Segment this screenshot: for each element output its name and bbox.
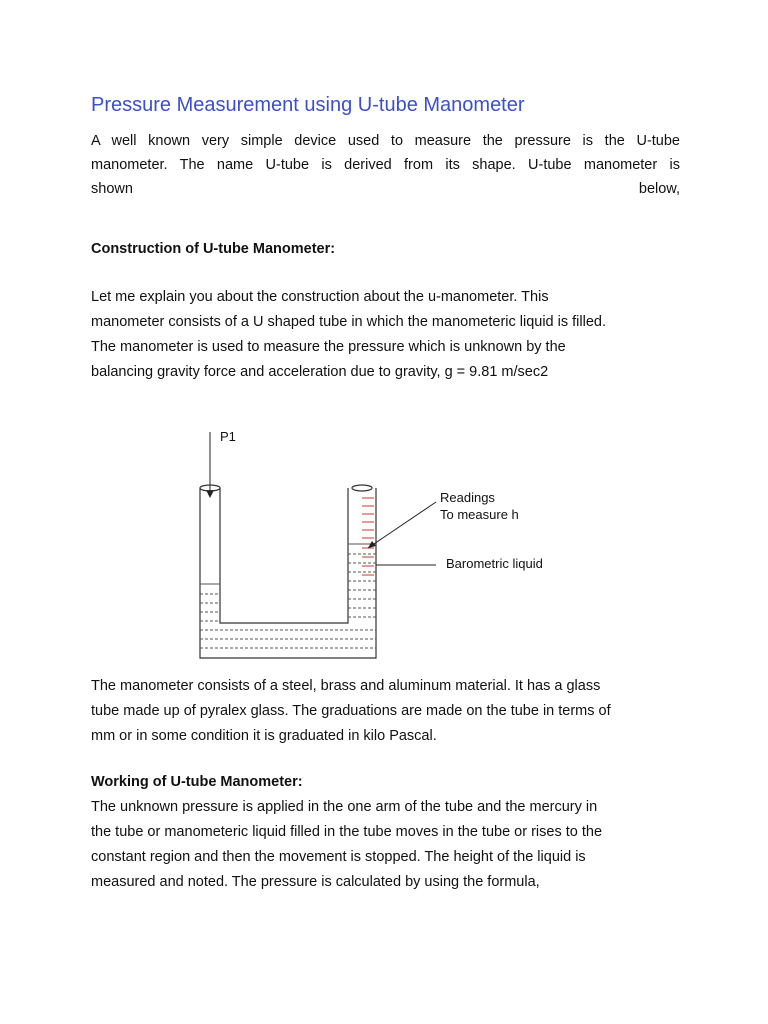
paragraph-line: tube made up of pyralex glass. The graduations are made on the tube in terms of	[91, 703, 611, 719]
construction-heading: Construction of U-tube Manometer:	[91, 241, 336, 257]
liquid-right-column	[348, 544, 376, 617]
paragraph-line: The unknown pressure is applied in the one arm of the tube and the mercury in	[91, 799, 598, 815]
intro-line: manometer. The name U-tube is derived from its shape. U-tube manometer is	[91, 157, 680, 173]
intro-line: shown below,	[91, 181, 680, 197]
construction-paragraph	[91, 285, 691, 385]
working-paragraph	[91, 795, 691, 895]
readings-label-2: To measure h	[440, 507, 519, 522]
material-paragraph	[91, 674, 691, 749]
paragraph-line: The manometer consists of a steel, brass and aluminum material. It has a glass	[91, 678, 601, 694]
liquid-bottom	[200, 630, 376, 648]
paragraph-line: Let me explain you about the construction about the u-manometer. This	[91, 289, 549, 305]
intro-paragraph	[91, 129, 680, 201]
barometric-liquid-label: Barometric liquid	[446, 556, 543, 571]
readings-pointer	[368, 502, 436, 548]
page-title: Pressure Measurement using U-tube Manometer	[91, 94, 525, 116]
paragraph-line: balancing gravity force and acceleration due to gravity, g = 9.81 m/sec2	[91, 364, 549, 380]
paragraph-line: manometer consists of a U shaped tube in which the manometeric liquid is filled.	[91, 314, 607, 330]
paragraph-line: measured and noted. The pressure is calculated by using the formula,	[91, 874, 540, 890]
u-tube-manometer-diagram	[190, 420, 570, 665]
paragraph-line: mm or in some condition it is graduated in kilo Pascal.	[91, 728, 437, 744]
working-heading: Working of U-tube Manometer:	[91, 774, 303, 790]
paragraph-line: the tube or manometeric liquid filled in the tube moves in the tube or rises to the	[91, 824, 603, 840]
paragraph-line: constant region and then the movement is stopped. The height of the liquid is	[91, 849, 586, 865]
intro-line: A well known very simple device used to measure the pressure is the U-tube	[91, 133, 680, 149]
paragraph-line: The manometer is used to measure the pressure which is unknown by the	[91, 339, 566, 355]
p1-label: P1	[220, 429, 236, 444]
liquid-left-column	[200, 584, 220, 621]
readings-label: Readings	[440, 490, 495, 505]
